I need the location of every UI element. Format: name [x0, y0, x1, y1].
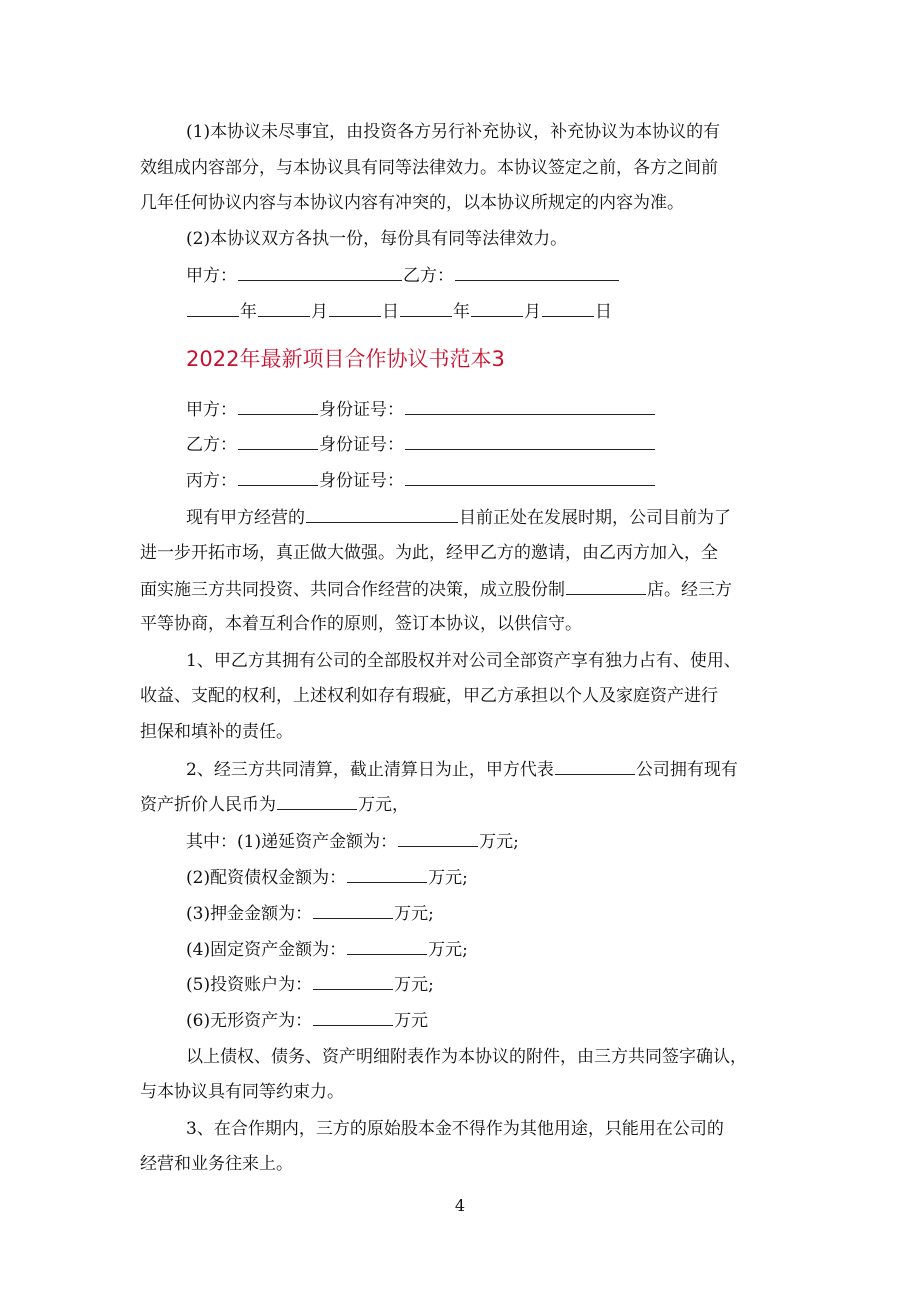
text-segment: 面实施三方共同投资、共同合作经营的决策，成立股份制 [140, 580, 565, 600]
paragraph-line [186, 505, 731, 530]
text-segment: 万元; [394, 904, 434, 924]
paragraph-line [140, 577, 732, 602]
text-segment: 万元; [394, 975, 434, 995]
list-item [186, 865, 468, 890]
paragraph-line: 与本协议具有同等约束力。 [140, 1082, 344, 1102]
paragraph-line: 效组成内容部分，与本协议具有同等法律效力。本协议签定之前，各方之间前 [140, 158, 718, 178]
section-title: 2022年最新项目合作协议书范本3 [186, 347, 505, 371]
id-label: 身份证号： [319, 471, 404, 491]
paragraph-line: 几年任何协议内容与本协议内容有冲突的，以本协议所规定的内容为准。 [140, 193, 684, 213]
text-segment: 万元; [428, 940, 468, 960]
list-item [186, 1008, 428, 1033]
party-line [186, 468, 656, 493]
text-segment: 2、经三方共同清算，截止清算日为止，甲方代表 [186, 760, 554, 780]
text-segment: 万元; [479, 832, 519, 852]
text-segment: (6)无形资产为： [186, 1011, 313, 1031]
id-label: 身份证号： [319, 435, 404, 455]
paragraph-line: 以上债权、债务、资产明细附表作为本协议的附件，由三方共同签字确认， [186, 1047, 747, 1067]
party-label: 甲方： [186, 400, 237, 420]
text-segment: 资产折价人民币为 [140, 795, 276, 815]
year-label: 年 [240, 302, 257, 322]
paragraph-line: 收益、支配的权利，上述权利如存有瑕疵，甲乙方承担以个人及家庭资产进行 [140, 686, 718, 706]
text-segment: 万元， [358, 795, 409, 815]
party-b-label: 乙方： [403, 266, 454, 286]
paragraph-line: 担保和填补的责任。 [140, 722, 293, 742]
id-label: 身份证号： [319, 400, 404, 420]
text-segment: 现有甲方经营的 [186, 508, 305, 528]
party-line [186, 432, 656, 457]
paragraph-line [140, 792, 409, 817]
party-line [186, 397, 656, 422]
text-segment: 目前正处在发展时期，公司目前为了 [459, 508, 731, 528]
text-segment: (3)押金金额为： [186, 904, 313, 924]
text-segment: 万元; [428, 868, 468, 888]
paragraph-line: 1、甲乙方其拥有公司的全部股权并对公司全部资产享有独力占有、使用、 [186, 651, 741, 671]
day-label: 日 [595, 302, 612, 322]
list-item [186, 901, 434, 926]
signature-line [186, 263, 620, 288]
text-segment: 公司拥有现有 [635, 760, 738, 780]
text-segment: 店。经三方 [647, 580, 732, 600]
paragraph-line: 经营和业务往来上。 [140, 1154, 293, 1174]
text-segment: (5)投资账户为： [186, 975, 313, 995]
text-segment: (2)配资债权金额为： [186, 868, 347, 888]
party-label: 丙方： [186, 471, 237, 491]
list-item [186, 972, 434, 997]
text-segment: (4)固定资产金额为： [186, 940, 347, 960]
party-label: 乙方： [186, 435, 237, 455]
list-item [186, 829, 519, 854]
page-number: 4 [454, 1196, 466, 1215]
text-segment: 万元 [394, 1011, 429, 1031]
paragraph-line: 3、在合作期内，三方的原始股本金不得作为其他用途，只能用在公司的 [186, 1119, 724, 1139]
party-a-label: 甲方： [186, 266, 237, 286]
paragraph-line: (1)本协议未尽事宜，由投资各方另行补充协议，补充协议为本协议的有 [186, 122, 721, 142]
paragraph-line: 进一步开拓市场，真正做大做强。为此，经甲乙方的邀请，由乙丙方加入，全 [140, 543, 718, 563]
text-segment: 其中：(1)递延资产金额为： [186, 832, 398, 852]
list-item [186, 937, 468, 962]
date-line [186, 299, 612, 324]
paragraph-line: (2)本协议双方各执一份，每份具有同等法律效力。 [186, 229, 568, 249]
year-label: 年 [453, 302, 470, 322]
paragraph-line: 平等协商，本着互利合作的原则，签订本协议，以供信守。 [140, 614, 582, 634]
day-label: 日 [382, 302, 399, 322]
paragraph-line [186, 757, 738, 782]
month-label: 月 [311, 302, 328, 322]
month-label: 月 [524, 302, 541, 322]
